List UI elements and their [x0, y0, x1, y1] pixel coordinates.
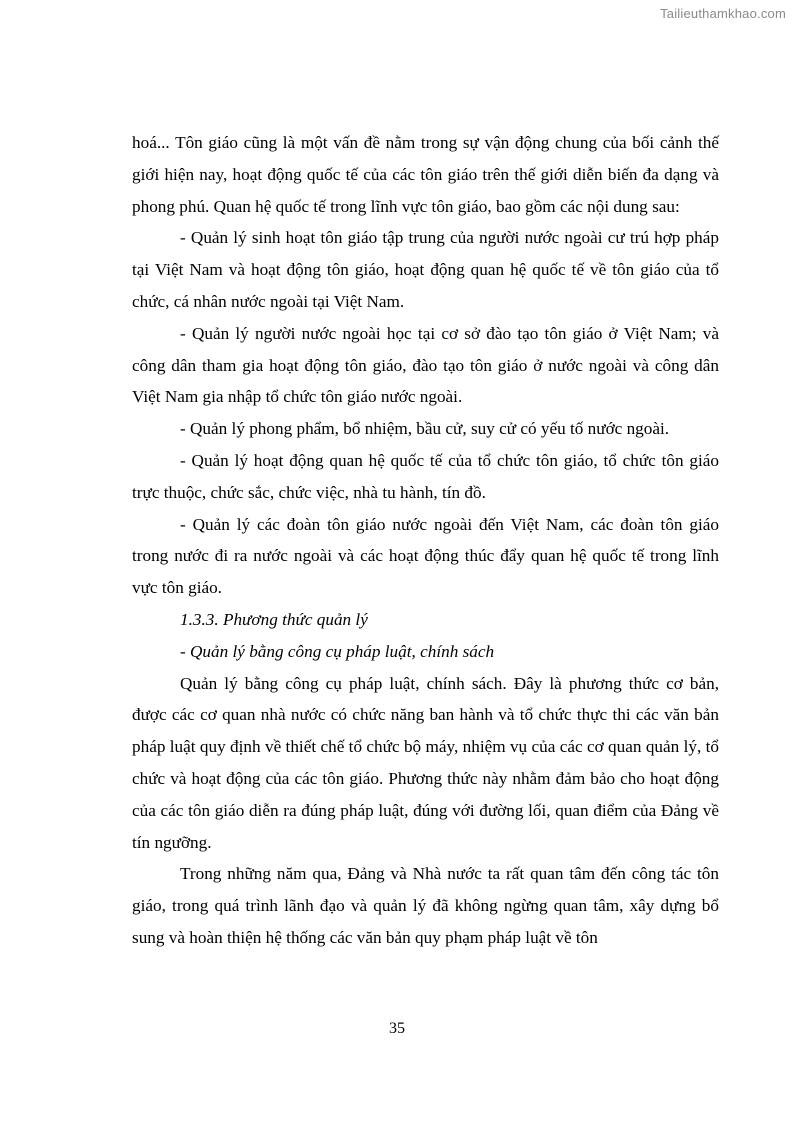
- paragraph-party-state: Trong những năm qua, Đảng và Nhà nước ta rất quan tâm đến công tác tôn giáo, trong quá trình lãnh đạo và quản lý đã không ngừng quan tâm, xây dựng bổ sung và hoàn thiện hệ thống các văn bản quy phạm pháp luật về tôn: [132, 864, 719, 947]
- list-item-foreign-residents: - Quản lý sinh hoạt tôn giáo tập trung của người nước ngoài cư trú hợp pháp tại Việt Nam và hoạt động tôn giáo, hoạt động quan hệ quốc tế về tôn giáo của tổ chức, cá nhân nước ngoài tại Việt Nam.: [132, 228, 719, 311]
- list-item-international-relations: - Quản lý hoạt động quan hệ quốc tế của tổ chức tôn giáo, tổ chức tôn giáo trực thuộc, chức sắc, chức việc, nhà tu hành, tín đồ.: [132, 450, 719, 502]
- paragraph-legal-tools: Quản lý bằng công cụ pháp luật, chính sách. Đây là phương thức cơ bản, được các cơ quan nhà nước có chức năng ban hành và tổ chức thực thi các văn bản pháp luật quy định về thiết chế tổ chức bộ máy, nhiệm vụ của các cơ quan quản lý, tổ chức và hoạt động của các tôn giáo. Phương thức này nhằm đảm bảo cho hoạt động của các tôn giáo diễn ra đúng pháp luật, đúng với đường lối, quan điểm của Đảng về tín ngưỡng.: [132, 673, 719, 852]
- list-item-ordination: - Quản lý phong phẩm, bổ nhiệm, bầu cử, suy cử có yếu tố nước ngoài.: [180, 419, 670, 439]
- list-item-delegations: - Quản lý các đoàn tôn giáo nước ngoài đến Việt Nam, các đoàn tôn giáo trong nước đi ra nước ngoài và các hoạt động thúc đẩy quan hệ quốc tế trong lĩnh vực tôn giáo.: [132, 514, 719, 598]
- paragraph-intro: hoá... Tôn giáo cũng là một vấn đề nằm trong sự vận động chung của bối cảnh thế giới hiện nay, hoạt động quốc tế của các tôn giáo trên thế giới diễn biến đa dạng và phong phú. Quan hệ quốc tế trong lĩnh vực tôn giáo, bao gồm các nội dung sau:: [132, 133, 719, 216]
- list-item-foreign-students: - Quản lý người nước ngoài học tại cơ sở đào tạo tôn giáo ở Việt Nam; và công dân tham gia hoạt động tôn giáo, đào tạo tôn giáo ở nước ngoài và công dân Việt Nam gia nhập tổ chức tôn giáo nước ngoài.: [132, 323, 719, 407]
- document-body: [132, 127, 719, 954]
- subsection-heading: - Quản lý bằng công cụ pháp luật, chính sách: [180, 641, 495, 661]
- watermark: Tailieuthamkhao.com: [660, 6, 786, 21]
- section-heading: 1.3.3. Phương thức quản lý: [180, 609, 368, 629]
- page-number: 35: [389, 1020, 405, 1037]
